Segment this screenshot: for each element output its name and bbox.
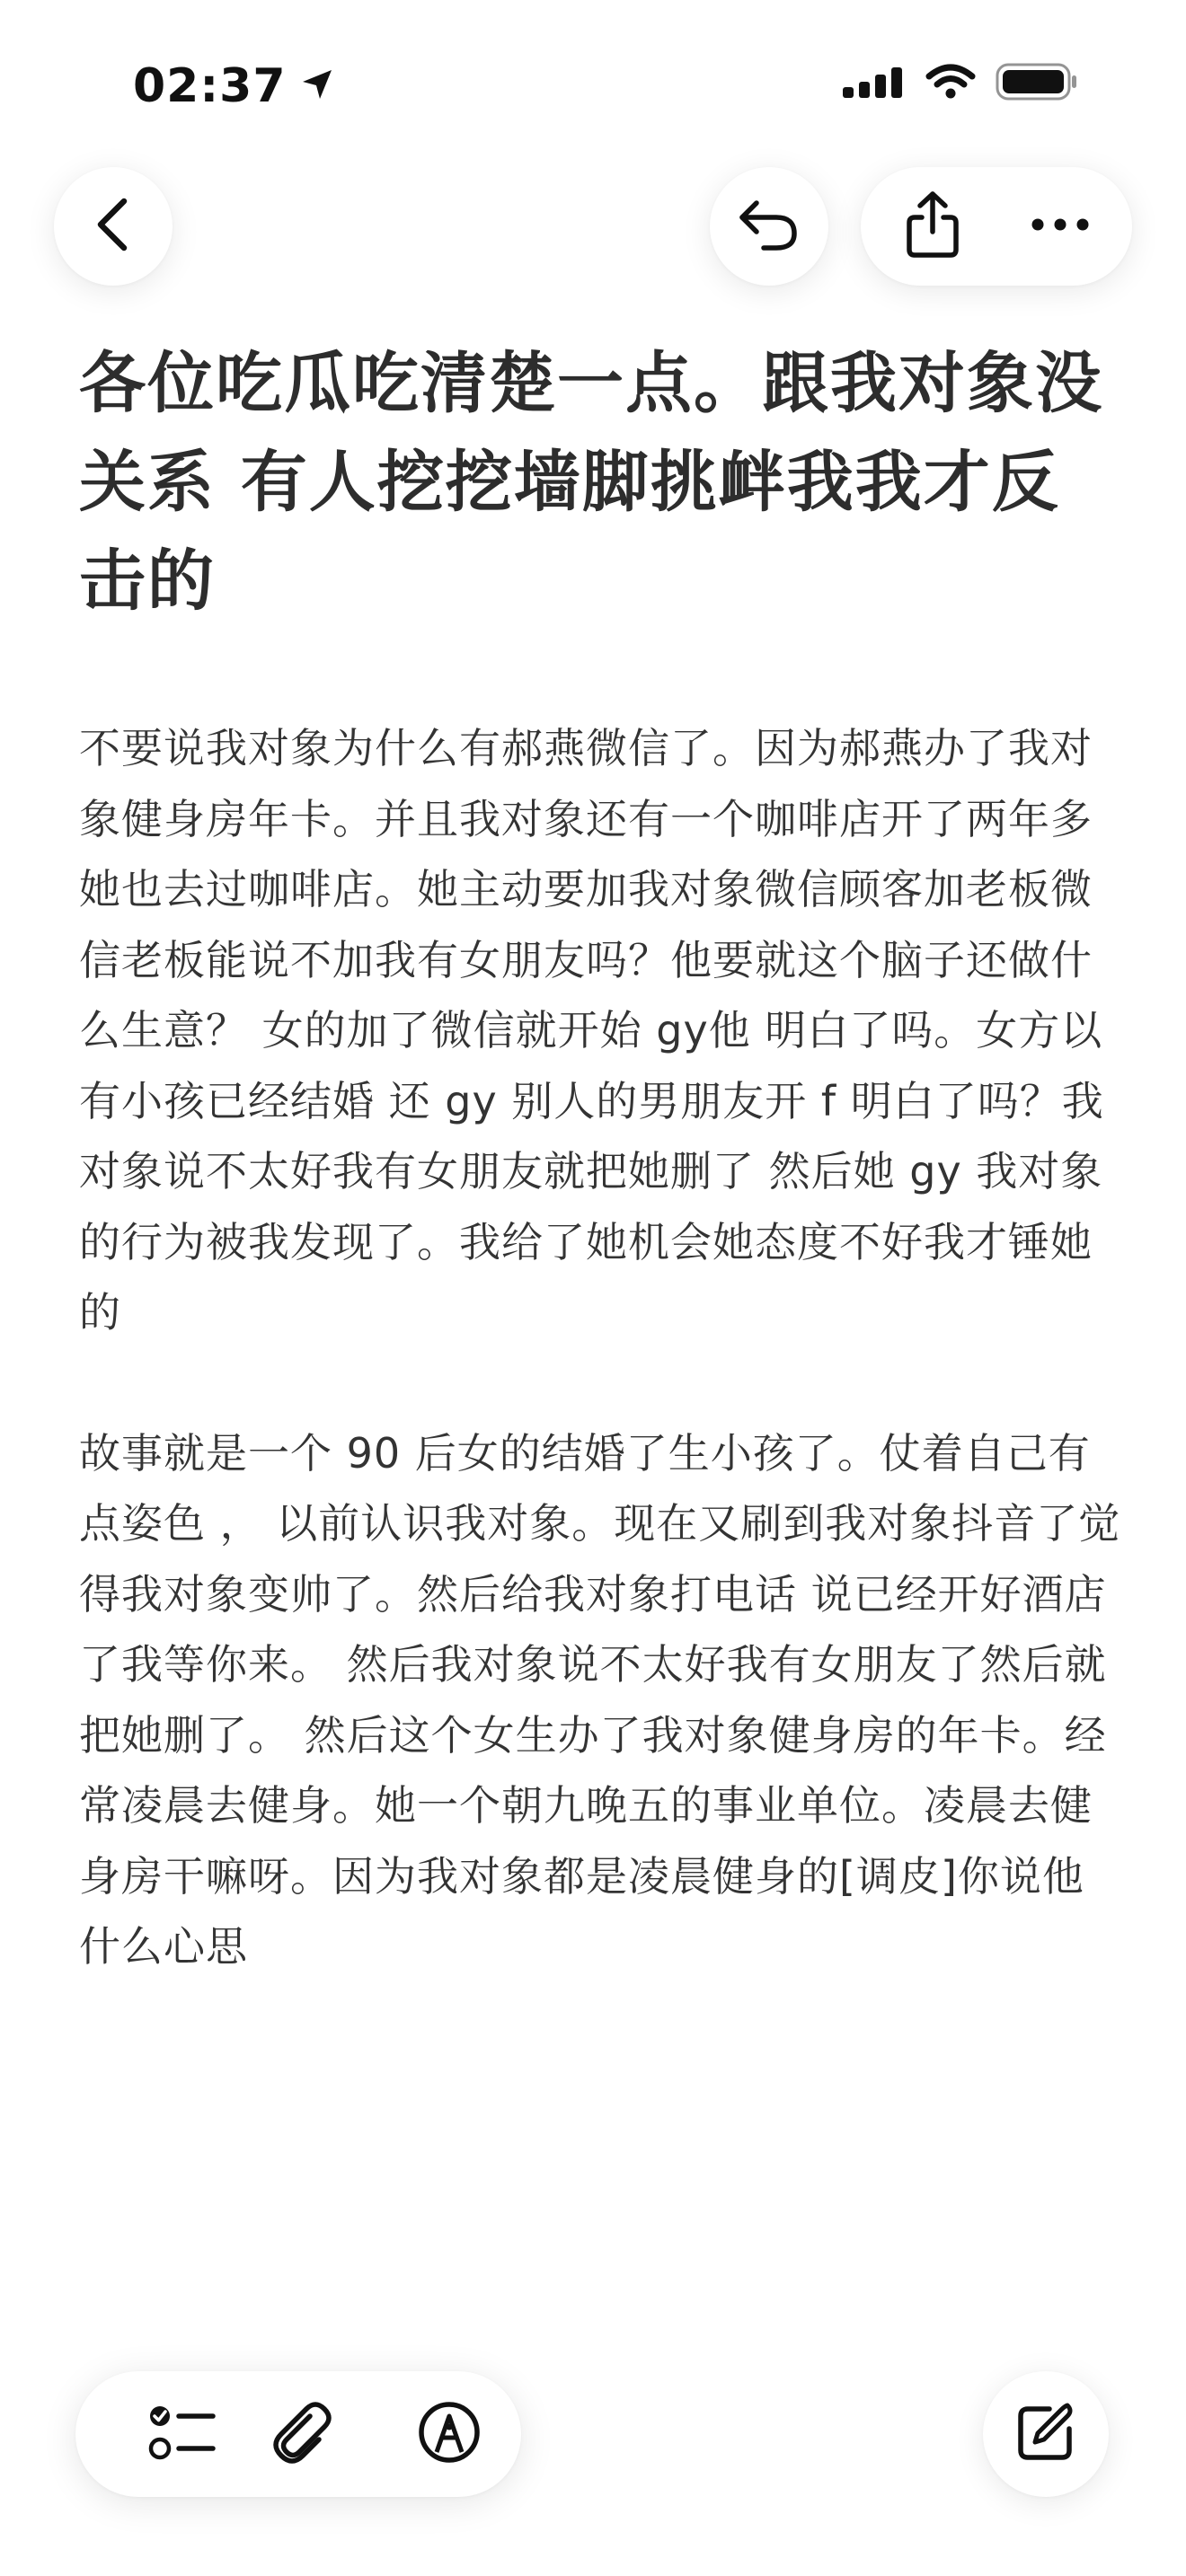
markup-button[interactable] [408, 2393, 491, 2475]
bottom-toolbar [75, 2371, 521, 2497]
back-chevron-icon [92, 196, 135, 257]
status-indicators [843, 63, 1078, 104]
attachment-button[interactable] [261, 2393, 343, 2475]
back-button[interactable] [54, 167, 173, 286]
battery-icon [996, 63, 1078, 104]
wifi-icon [925, 64, 976, 103]
undo-button[interactable] [710, 167, 828, 286]
note-actions-group [861, 167, 1132, 286]
status-time: 02:37 [133, 59, 287, 113]
markup-pen-icon [417, 2400, 482, 2468]
checklist-icon [148, 2401, 218, 2467]
paperclip-icon [270, 2398, 333, 2470]
checklist-button[interactable] [142, 2393, 225, 2475]
status-time-group [133, 57, 335, 115]
note-title[interactable]: 各位吃瓜吃清楚一点。跟我对象没关系 有人挖挖墙脚挑衅我我才反击的 [79, 345, 1103, 620]
new-note-button[interactable] [983, 2371, 1109, 2497]
share-icon [904, 190, 961, 262]
more-icon [1031, 217, 1090, 235]
more-button[interactable] [1019, 185, 1102, 268]
compose-icon [1013, 2400, 1078, 2468]
status-bar [0, 0, 1186, 171]
paragraph-spacer [79, 1348, 1121, 1418]
signal-icon [843, 66, 906, 101]
note-body[interactable] [79, 713, 1121, 1982]
undo-icon [737, 196, 801, 257]
note-paragraph[interactable]: 不要说我对象为什么有郝燕微信了。因为郝燕办了我对象健身房年卡。并且我对象还有一个咖啡店开了两年多她也去过咖啡店。她主动要加我对象微信顾客加老板微信老板能说不加我有女朋友吗？他要就这个脑子还做什么生意？ 女的加了微信就开始 gy他 明白了吗。女方以有小孩已经结婚 还 gy 别人的男朋友开 f 明白了吗？我对象说不太好我有女朋友就把她删了 然后她 gy 我对象的行为被我发现了。我给了她机会她态度不好我才锤她的 [79, 724, 1104, 1337]
note-paragraph[interactable]: 故事就是一个 90 后女的结婚了生小孩了。仗着自己有点姿色 ， 以前认识我对象。现在又刷到我对象抖音了觉得我对象变帅了。然后给我对象打电话 说已经开好酒店了我等你来。 然后我对象说不太好我有女朋友了然后就把她删了。 然后这个女生办了我对象健身房的年卡。经常凌晨去健身。她一个朝九晚五的事业单位。凌晨去健身房干嘛呀。因为我对象都是凌晨健身的[调皮]你说他什么心思 [79, 1428, 1121, 1971]
location-arrow-icon [299, 66, 335, 106]
note-content[interactable] [79, 334, 1121, 1982]
share-button[interactable] [891, 185, 974, 268]
